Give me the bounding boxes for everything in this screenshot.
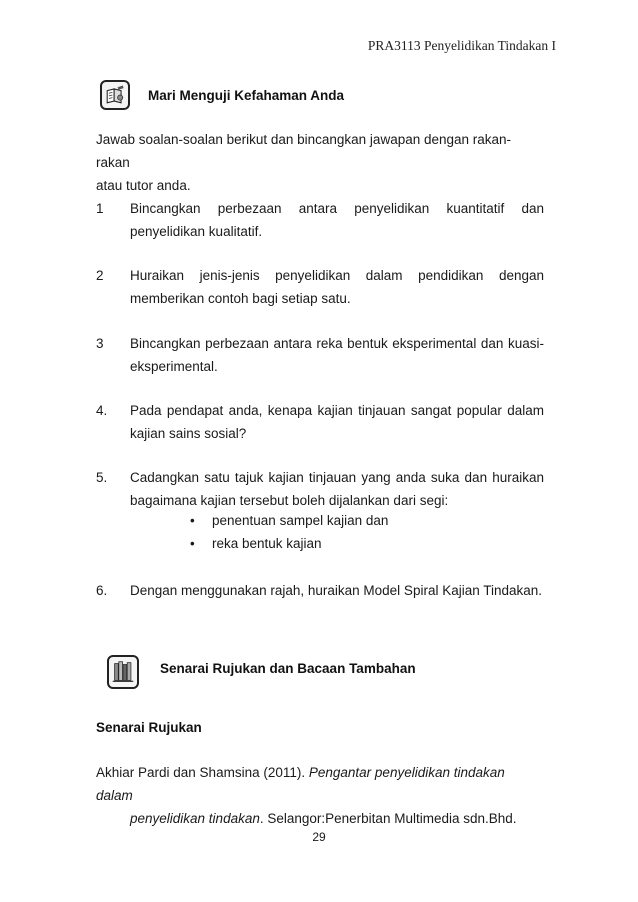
question-text: Cadangkan satu tajuk kajian tinjauan yang anda suka dan huraikan bagaimana kajian tersebut boleh dijalankan dari segi: bbox=[130, 470, 544, 508]
reference-line-1 bbox=[96, 761, 544, 807]
bullet-item bbox=[190, 536, 322, 551]
question-text: Bincangkan perbezaan antara reka bentuk eksperimental dan kuasi-eksperimental. bbox=[130, 336, 544, 374]
section-title-references: Senarai Rujukan dan Bacaan Tambahan bbox=[160, 661, 416, 676]
question-text: Dengan menggunakan rajah, huraikan Model Spiral Kajian Tindakan. bbox=[130, 583, 543, 598]
intro-line-1: Jawab soalan-soalan berikut dan bincangkan jawapan dengan rakan-rakan bbox=[96, 132, 512, 170]
question-item bbox=[96, 264, 544, 310]
question-item bbox=[96, 466, 544, 512]
page-number: 29 bbox=[312, 830, 326, 844]
reference-entry bbox=[96, 761, 544, 830]
reference-title-part1: Pengantar penyelidikan tindakan dalam bbox=[96, 765, 505, 803]
book-reading-icon bbox=[100, 80, 130, 110]
bullet-item bbox=[190, 513, 388, 528]
question-number: 6. bbox=[96, 583, 108, 598]
reference-line-2 bbox=[130, 807, 544, 830]
reference-title-part2: penyelidikan tindakan bbox=[130, 811, 260, 826]
question-number: 4. bbox=[96, 403, 108, 418]
bullet-dot: • bbox=[190, 536, 195, 551]
bullet-dot: • bbox=[190, 513, 195, 528]
question-item bbox=[96, 197, 544, 243]
section-title-quiz: Mari Menguji Kefahaman Anda bbox=[148, 88, 345, 103]
bullet-text: penentuan sampel kajian dan bbox=[212, 513, 389, 528]
question-text: Pada pendapat anda, kenapa kajian tinjauan sangat popular dalam kajian sains sosial? bbox=[130, 403, 544, 441]
intro-paragraph bbox=[96, 128, 544, 197]
question-number: 1 bbox=[96, 201, 104, 216]
question-number: 5. bbox=[96, 470, 108, 485]
question-text: Bincangkan perbezaan antara penyelidikan kuantitatif dan penyelidikan kualitatif. bbox=[130, 201, 544, 239]
intro-line-2: atau tutor anda. bbox=[96, 178, 191, 193]
question-number: 3 bbox=[96, 336, 104, 351]
question-number: 2 bbox=[96, 268, 104, 283]
reference-publisher: . Selangor:Penerbitan Multimedia sdn.Bhd. bbox=[259, 811, 517, 826]
question-text: Huraikan jenis-jenis penyelidikan dalam pendidikan dengan memberikan contoh bagi setiap satu. bbox=[130, 268, 544, 306]
bullet-text: reka bentuk kajian bbox=[212, 536, 322, 551]
reference-authors: Akhiar Pardi dan Shamsina (2011). bbox=[96, 765, 309, 780]
question-item bbox=[96, 579, 544, 602]
references-heading: Senarai Rujukan bbox=[96, 720, 202, 735]
books-icon bbox=[107, 655, 139, 689]
running-header: PRA3113 Penyelidikan Tindakan I bbox=[367, 38, 556, 53]
question-item bbox=[96, 399, 544, 445]
question-item bbox=[96, 332, 544, 378]
